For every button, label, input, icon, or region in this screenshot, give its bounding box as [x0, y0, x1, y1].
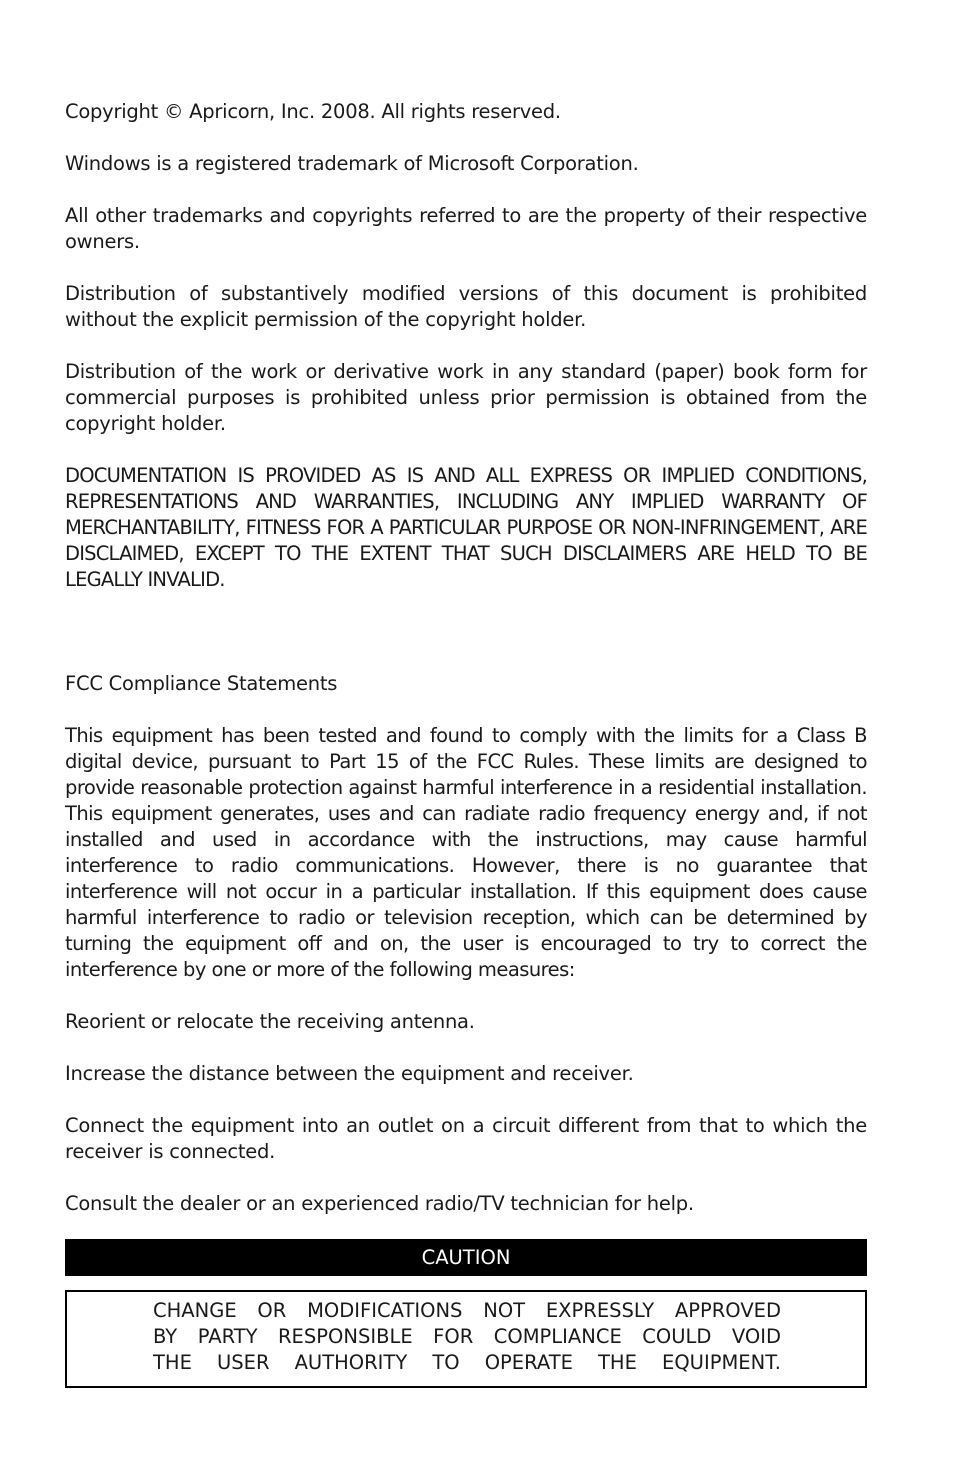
caution-header: CAUTION: [65, 1239, 867, 1276]
fcc-measure-reorient: Reorient or relocate the receiving antenna.: [65, 1010, 475, 1033]
fcc-measure-distance: Increase the distance between the equipment and receiver.: [65, 1062, 634, 1085]
fcc-measure-consult: Consult the dealer or an experienced radio/TV technician for help.: [65, 1192, 694, 1215]
copyright-notice: Copyright © Apricorn, Inc. 2008. All rights reserved.: [65, 100, 561, 123]
fcc-statement: This equipment has been tested and found to comply with the limits for a Class B digital device, pursuant to Part 15 of the FCC Rules. These limits are designed to provide reasonable protection against harmful interference in a residential installation. This equipment generates, uses and can radiate radio frequency energy and, if not installed and used in accordance with the instructions, may cause harmful interference to radio communications. However, there is no guarantee that interference will not occur in a particular installation. If this equipment does cause harmful interference to radio or television reception, which can be determined by turning the equipment off and on, the user is encouraged to try to correct the interference by one or more of the following measures:: [65, 724, 867, 981]
fcc-heading: FCC Compliance Statements: [65, 672, 338, 695]
distribution-book-notice: Distribution of the work or derivative work in any standard (paper) book form for commercial purposes is prohibited unless prior permission is obtained from the copyright holder.: [65, 360, 867, 435]
caution-line: THE USER AUTHORITY TO OPERATE THE EQUIPMENT.: [153, 1351, 781, 1374]
document-body: [65, 99, 867, 1243]
disclaimer-notice: DOCUMENTATION IS PROVIDED AS IS AND ALL EXPRESS OR IMPLIED CONDITIONS, REPRESENTATIONS AND WARRANTIES, INCLUDING ANY IMPLIED WARRANTY OF MERCHANTABILITY, FITNESS FOR A PARTICULAR PURPOSE OR NON-INFRINGEMENT, ARE DISCLAIMED, EXCEPT TO THE EXTENT THAT SUCH DISCLAIMERS ARE HELD TO BE LEGALLY INVALID.: [65, 464, 867, 591]
caution-line: BY PARTY RESPONSIBLE FOR COMPLIANCE COULD VOID: [153, 1325, 781, 1348]
trademarks-notice: All other trademarks and copyrights referred to are the property of their respective owners.: [65, 204, 867, 253]
windows-trademark-notice: Windows is a registered trademark of Microsoft Corporation.: [65, 152, 639, 175]
caution-line: CHANGE OR MODIFICATIONS NOT EXPRESSLY APPROVED: [153, 1299, 781, 1322]
fcc-measure-outlet: Connect the equipment into an outlet on a circuit different from that to which the receiver is connected.: [65, 1114, 867, 1163]
caution-text: [153, 1298, 781, 1376]
distribution-modified-notice: Distribution of substantively modified versions of this document is prohibited without the explicit permission of the copyright holder.: [65, 282, 867, 331]
section-spacer: [65, 619, 867, 671]
caution-box: [65, 1290, 867, 1388]
